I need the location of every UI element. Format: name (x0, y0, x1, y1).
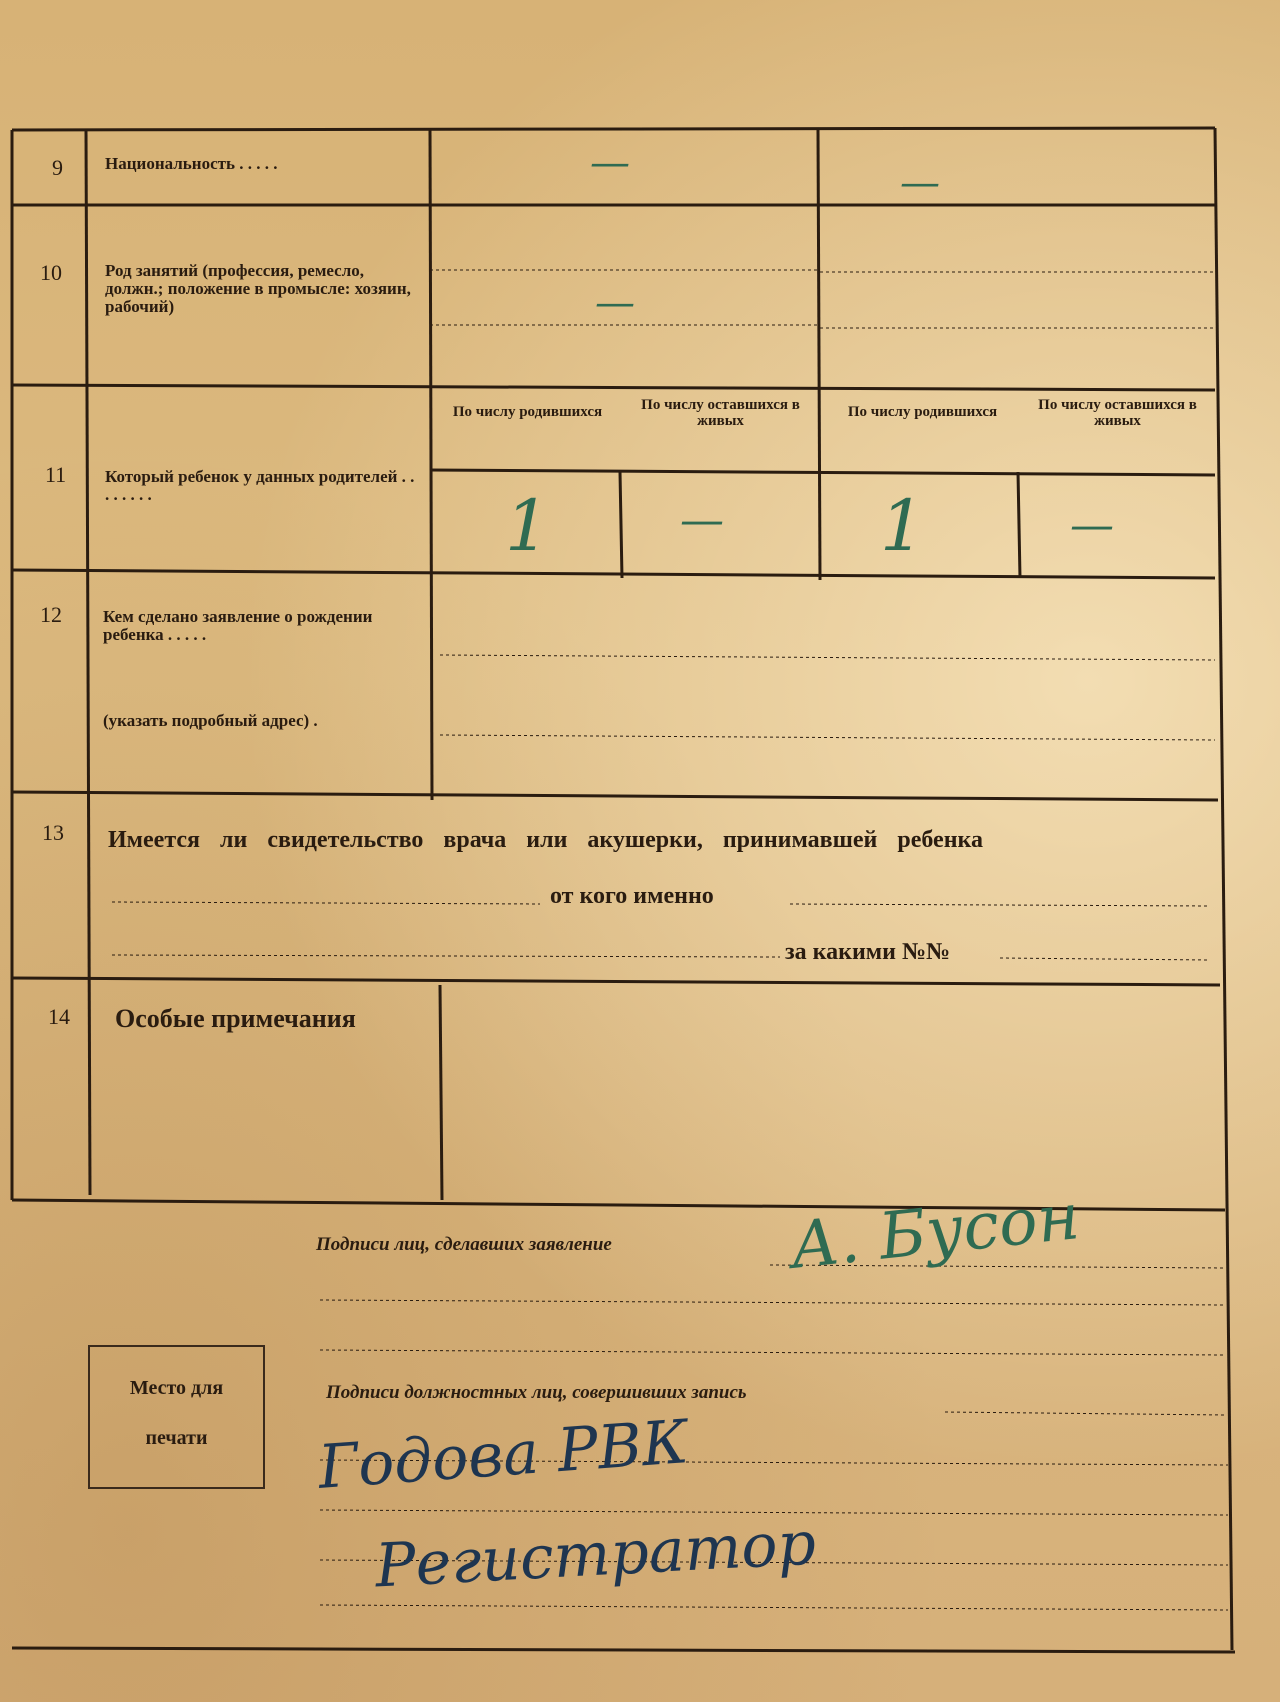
row-13-question: Имеется ли свидетельство врача или акушерки, принимавшей ребенка (108, 827, 983, 853)
official-signature: Годова РВК (316, 1407, 691, 1503)
row-11-label: Который ребенок у данных родителей . . . . . . . . (105, 467, 415, 504)
row-11-header-born-2: По числу родившихся (847, 404, 998, 420)
row-10-label: Род занятий (профессия, ремесло, должн.; положение в промысле: хозяин, рабочий) (105, 261, 411, 316)
row-9-value-2: — (900, 160, 940, 206)
row-13-number: 13 (42, 820, 64, 845)
applicants-signature-label: Подписи лиц, сделавших заявление (316, 1234, 612, 1255)
row-12-label: Кем сделано заявление о рождении ребенка . . . . . (103, 607, 373, 644)
row-13-numbers: за какими №№ (785, 939, 951, 965)
applicant-signature: А. Бусон (786, 1180, 1083, 1284)
row-10-value-1: — (595, 280, 635, 326)
row-11-value-2: — (680, 495, 724, 546)
row-14-label: Особые примечания (115, 1004, 356, 1033)
row-11-value-4: — (1070, 500, 1114, 551)
row-11-number: 11 (45, 462, 67, 487)
row-9-number: 9 (52, 155, 63, 180)
row-11-value-1: 1 (505, 485, 550, 567)
stamp-place-line1: Место для (129, 1377, 224, 1399)
row-13-from-whom: от кого именно (550, 883, 714, 909)
row-9-label: Национальность . . . . . (105, 154, 278, 173)
row-9-value-1: — (590, 140, 630, 186)
stamp-place-box (88, 1345, 265, 1489)
row-11-value-3: 1 (880, 485, 925, 567)
row-11-header-born-1: По числу родившихся (452, 404, 603, 420)
row-10-number: 10 (40, 260, 62, 285)
row-11-header-alive-1: По числу оставшихся в живых (641, 397, 800, 429)
official-title-signature: Регистратор (373, 1508, 818, 1602)
row-14-number: 14 (48, 1004, 70, 1029)
officials-signature-label: Подписи должностных лиц, совершивших запись (326, 1382, 747, 1403)
stamp-place-line2: печати (145, 1427, 208, 1449)
row-11-header-alive-2: По числу оставшихся в живых (1038, 397, 1197, 429)
row-12-address-label: (указать подробный адрес) . (103, 711, 318, 730)
row-12-number: 12 (40, 602, 62, 627)
